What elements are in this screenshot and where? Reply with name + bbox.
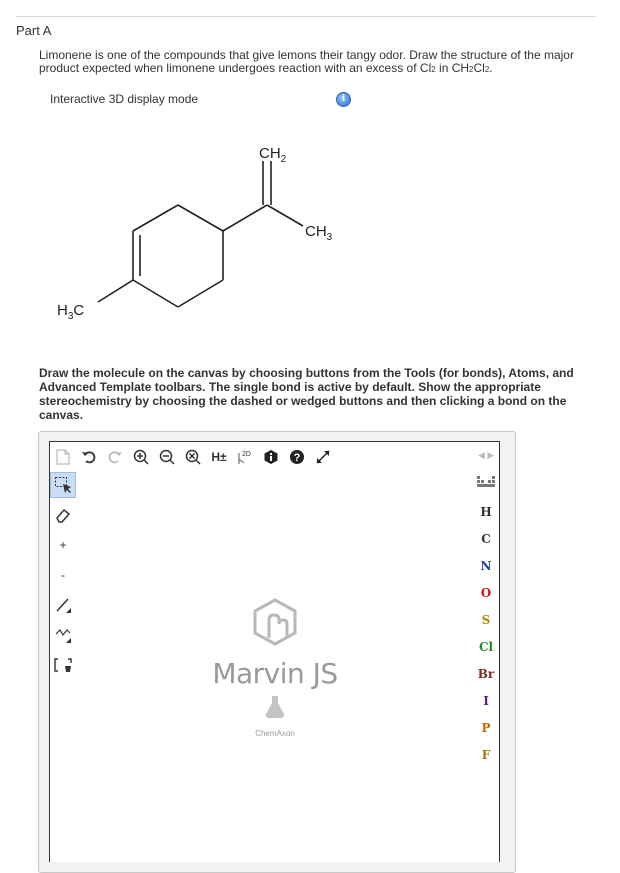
brackets-icon[interactable] (50, 652, 76, 678)
svg-text:2D: 2D (242, 451, 251, 458)
atoms-toolbar (472, 472, 500, 769)
rectangle-select-icon[interactable] (50, 472, 76, 498)
periodic-table-icon[interactable] (472, 472, 500, 499)
atom-button-h[interactable]: H (480, 505, 492, 519)
undo-icon[interactable] (78, 447, 100, 467)
atom-button-i[interactable]: I (483, 694, 489, 708)
single-bond-icon[interactable] (50, 592, 76, 618)
atom-button-cl[interactable]: Cl (478, 640, 494, 654)
atom-button-br[interactable]: Br (477, 667, 495, 681)
info-icon[interactable]: i (336, 92, 351, 107)
toolbar-scroll-arrows[interactable]: ◀ ▶ (478, 450, 495, 460)
methylene-label: $CH_2$ (259, 145, 287, 165)
new-document-icon[interactable] (52, 447, 74, 467)
atom-button-o[interactable]: O (480, 586, 492, 600)
molecule-bonds (98, 161, 303, 307)
atom-button-f[interactable]: F (481, 748, 491, 762)
marvin-js-watermark (210, 598, 340, 738)
atom-button-p[interactable]: P (481, 721, 491, 735)
help-icon[interactable] (286, 447, 308, 467)
eraser-icon[interactable] (50, 502, 76, 528)
top-toolbar (52, 446, 338, 468)
structure-info-icon[interactable] (260, 447, 282, 467)
part-title: Part A (16, 23, 52, 38)
zoom-out-icon[interactable] (156, 447, 178, 467)
fullscreen-icon[interactable] (312, 447, 334, 467)
brand-name: Marvin JS (212, 657, 338, 690)
limonene-structure (40, 130, 370, 330)
clean-2d-button[interactable] (234, 447, 256, 467)
drawing-instructions: Draw the molecule on the canvas by choosing buttons from the Tools (for bonds), Atoms, and Advanced Template toolbars. The single bond is active by default. Show the appropriate stereochemistry by choosing the dashed or wedged buttons and then clicking a bond on the canvas. (39, 366, 574, 422)
svg-text:?: ? (293, 452, 301, 464)
decrease-charge-button[interactable]: - (61, 568, 65, 582)
zoom-in-icon[interactable] (130, 447, 152, 467)
question-text: Limonene is one of the compounds that give lemons their tangy odor. Draw the structure of the major product expected when limonene undergoes reaction with an excess of Cl2 in CH2Cl2. (39, 48, 574, 75)
display-mode-label: Interactive 3D display mode (50, 92, 199, 106)
methyl-label-right: $CH_3$ (305, 223, 333, 243)
tools-toolbar (50, 472, 78, 682)
marvin-logo-icon (245, 598, 305, 650)
toggle-hydrogens-button[interactable]: H± (211, 450, 227, 464)
top-divider (16, 16, 596, 17)
increase-charge-button[interactable]: + (59, 538, 67, 552)
atom-button-c[interactable]: C (481, 532, 491, 546)
methyl-label-left: $H_3C$ (57, 302, 85, 322)
atom-button-s[interactable]: S (481, 613, 491, 627)
chemaxon-flask-icon (263, 694, 287, 720)
company-name: ChemAxon (255, 729, 295, 738)
chain-icon[interactable] (50, 622, 76, 648)
redo-icon[interactable] (104, 447, 126, 467)
atom-button-n[interactable]: N (480, 559, 492, 573)
clear-icon[interactable] (182, 447, 204, 467)
